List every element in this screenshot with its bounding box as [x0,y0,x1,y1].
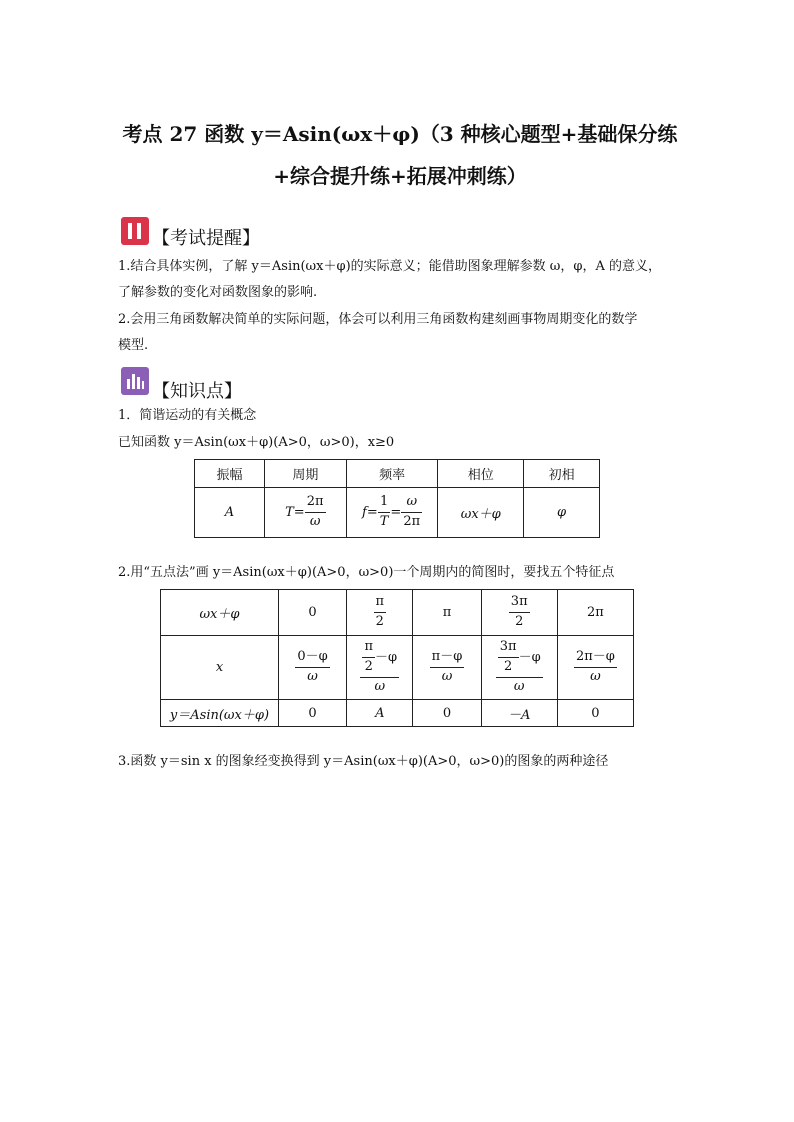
cell-frequency: f= $\frac{1}{T}$ = $\frac{\omega}{2\pi}$ [346,488,438,538]
knowledge-item-1: 1．简谐运动的有关概念 [118,408,257,423]
header-frequency: 频率 [346,460,438,488]
reminder-point-1-line-1: 1.结合具体实例，了解 y＝Asin(ωx＋φ)的实际意义；能借助图象理解参数 ω，φ，A 的意义， [118,259,662,274]
knowledge-item-2: 2.用“五点法”画 y＝Asin(ωx＋φ)(A>0，ω>0)一个周期内的简图时，要找五个特征点 [118,565,615,580]
phase-value-2: $\frac{\pi}{2}$ [347,590,413,636]
y-value-3: 0 [413,700,481,727]
document-title-line1: 考点 27 函数 y＝Asin(ωx＋φ)（3 种核心题型+基础保分练 [122,122,678,146]
reminder-point-2-line-1: 2.会用三角函数解决简单的实际问题，体会可以利用三角函数构建刻画事物周期变化的数学 [118,312,638,327]
header-phase: 相位 [438,460,524,488]
phase-value-4: $\frac{3\pi}{2}$ [481,590,557,636]
given-function: 已知函数 y＝Asin(ωx＋φ)(A>0，ω>0)，x≥0 [118,435,395,450]
header-period: 周期 [264,460,346,488]
row-label-y: y＝Asin(ωx＋φ) [161,700,279,727]
row-label-x: x [161,636,279,700]
x-value-4: $\frac{3\pi}{2}$ －φ ω [481,636,557,700]
x-value-2: $\frac{\pi}{2}$ －φ ω [347,636,413,700]
cell-period: T= $\frac{2\pi}{\omega}$ [264,488,346,538]
header-amplitude: 振幅 [195,460,265,488]
y-value-1: 0 [278,700,346,727]
cell-amplitude: A [195,488,265,538]
cell-initial-phase: φ [524,488,600,538]
reminder-heading: 【考试提醒】 [152,228,260,249]
phase-value-5: 2π [557,590,633,636]
cell-phase: ωx＋φ [438,488,524,538]
x-value-5: $\frac{2\pi-\varphi}{\omega}$ [557,636,633,700]
knowledge-section-icon [121,367,149,395]
reminder-section-icon [121,217,149,245]
x-value-3: $\frac{\pi-\varphi}{\omega}$ [413,636,481,700]
phase-value-3: π [413,590,481,636]
document-title-line2: +综合提升练+拓展冲刺练） [273,164,527,188]
y-value-2: A [347,700,413,727]
row-label-phase: ωx＋φ [161,590,279,636]
five-point-table [160,589,634,727]
y-value-4: －A [481,700,557,727]
harmonic-concepts-table [194,459,600,538]
reminder-point-1-line-2: 了解参数的变化对函数图象的影响. [118,285,318,300]
reminder-point-2-line-2: 模型. [118,338,149,353]
x-value-1: $\frac{0-\varphi}{\omega}$ [278,636,346,700]
header-initial-phase: 初相 [524,460,600,488]
knowledge-heading: 【知识点】 [152,381,242,402]
knowledge-item-3: 3.函数 y＝sin x 的图象经变换得到 y＝Asin(ωx＋φ)(A>0，ω>0)的图象的两种途径 [118,754,609,769]
phase-value-1: 0 [278,590,346,636]
y-value-5: 0 [557,700,633,727]
